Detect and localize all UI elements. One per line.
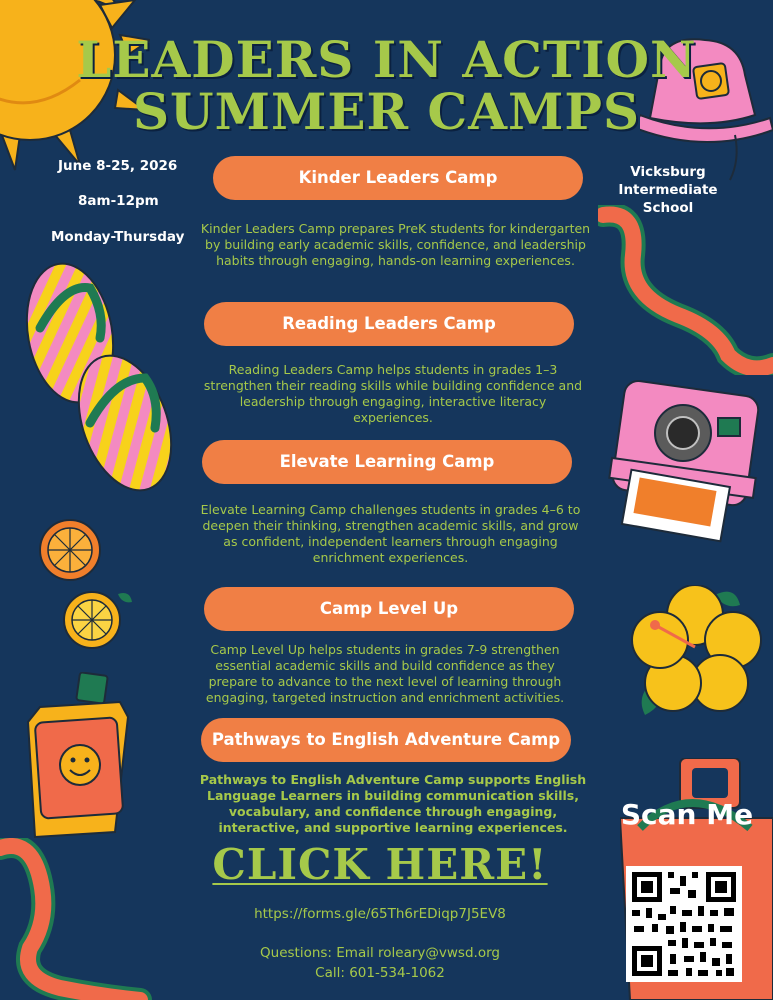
phone-number: Call: 601-534-1062: [315, 965, 445, 981]
click-here-link[interactable]: CLICK HERE!: [212, 840, 548, 889]
orange-slices-icon: [20, 512, 140, 652]
hibiscus-flower-icon: [625, 585, 765, 720]
questions-email: Questions: Email roleary@vwsd.org: [260, 945, 500, 961]
camp-elevate-title: Elevate Learning Camp: [202, 440, 572, 484]
scan-me-label: Scan Me: [620, 798, 754, 831]
camp-reading-description: Reading Leaders Camp helps students in grades 1–3 strengthen their reading skills while building confidence and leadership through engaging, interactive literacy experiences.: [203, 362, 583, 425]
qr-code-icon[interactable]: [626, 866, 742, 982]
camp-dates: June 8-25, 2026: [58, 158, 178, 174]
camp-days: Monday-Thursday: [51, 229, 185, 245]
camp-pathways-title: Pathways to English Adventure Camp: [201, 718, 571, 762]
camera-icon: [598, 378, 768, 548]
school-name: Vicksburg Intermediate School: [618, 164, 718, 216]
camp-level-up-description: Camp Level Up helps students in grades 7-9 strengthen essential academic skills and build confidence as they prepare to advance to the next level of learning through engaging, targeted instruction and enrichment activities.: [205, 642, 565, 705]
registration-url-link[interactable]: https://forms.gle/65Th6rEDiqp7J5EV8: [254, 906, 506, 922]
page-title-line2: SUMMER CAMPS: [132, 82, 641, 141]
sunscreen-bottle-icon: [20, 672, 150, 842]
camp-kinder-description: Kinder Leaders Camp prepares PreK students for kindergarten by building early academic skills, confidence, and leadership habits through engaging, hands-on learning experiences.: [200, 221, 591, 268]
squiggle-ribbon-icon: [598, 205, 773, 375]
camp-level-up-title: Camp Level Up: [204, 587, 574, 631]
camp-elevate-description: Elevate Learning Camp challenges students in grades 4–6 to deepen their thinking, strengthen academic skills, and grow as confident, independent learners through engaging enrichment experiences.: [200, 502, 581, 565]
camp-pathways-description: Pathways to English Adventure Camp supports English Language Learners in building communication skills, vocabulary, and confidence through engaging, interactive, and supportive learning experiences.: [199, 772, 587, 835]
camp-time: 8am-12pm: [78, 193, 159, 209]
camp-kinder-title: Kinder Leaders Camp: [213, 156, 583, 200]
camp-reading-title: Reading Leaders Camp: [204, 302, 574, 346]
squiggle-ribbon-icon: [0, 838, 180, 1000]
page-title-line1: LEADERS IN ACTION: [76, 30, 697, 89]
flip-flops-icon: [10, 258, 185, 498]
